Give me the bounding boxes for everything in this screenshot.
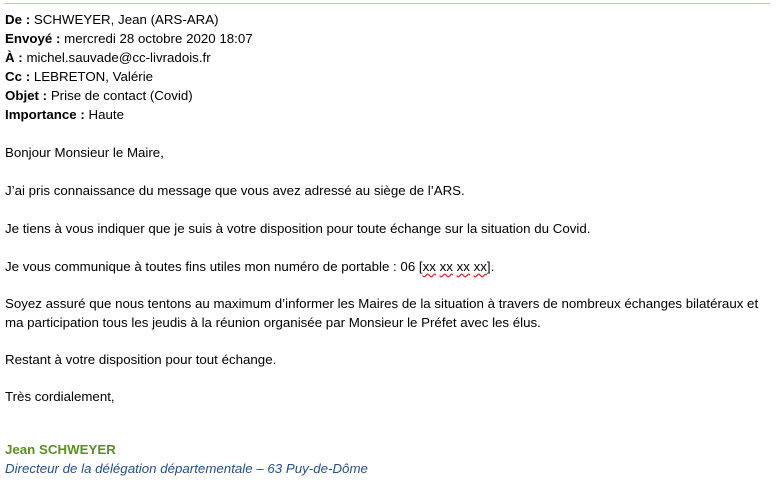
- message-paragraph-5: Restant à votre disposition pour tout échange.: [5, 352, 277, 367]
- header-divider: [4, 3, 770, 4]
- importance-line: [5, 105, 778, 124]
- sent-value: mercredi 28 octobre 2020 18:07: [64, 31, 253, 46]
- redacted-digits-2: xx: [439, 258, 453, 274]
- cc-label: Cc :: [5, 69, 31, 84]
- phone-paragraph: [5, 258, 778, 277]
- sent-label: Envoyé :: [5, 31, 61, 46]
- to-line: [5, 48, 778, 67]
- signature-block: [5, 441, 778, 478]
- email-body: [5, 144, 778, 406]
- email-header: [5, 10, 778, 124]
- closing-paragraph: Très cordialement,: [5, 388, 115, 404]
- from-line: [5, 10, 778, 29]
- sent-line: [5, 29, 778, 48]
- signature-name: Jean SCHWEYER: [5, 442, 116, 457]
- phone-text-before: Je vous communique à toutes fins utiles mon numéro de portable : 06 [: [5, 258, 423, 274]
- cc-line: [5, 67, 778, 86]
- from-value: SCHWEYER, Jean (ARS-ARA): [33, 12, 219, 27]
- subject-value: Prise de contact (Covid): [50, 88, 193, 103]
- cc-value: LEBRETON, Valérie: [33, 69, 154, 84]
- to-label: À :: [5, 50, 23, 65]
- importance-value: Haute: [88, 107, 124, 122]
- redacted-digits-3: xx: [456, 258, 470, 274]
- phone-text-after: ].: [486, 258, 495, 274]
- redacted-digits-1: xx: [422, 258, 436, 274]
- message-paragraph-2: Je tiens à vous indiquer que je suis à votre disposition pour toute échange sur la situation du Covid.: [5, 221, 591, 236]
- subject-label: Objet :: [5, 88, 48, 103]
- email-message: [5, 10, 778, 478]
- redacted-digits-4: xx: [473, 258, 487, 274]
- importance-label: Importance :: [5, 107, 85, 122]
- subject-line: [5, 86, 778, 105]
- message-paragraph-4-line-1: Soyez assuré que nous tentons au maximum d’informer les Maires de la situation à travers de nombreux échanges bilatéraux et: [5, 296, 759, 311]
- from-label: De :: [5, 12, 31, 27]
- message-paragraph-4: [5, 295, 778, 332]
- message-paragraph-1: J’ai pris connaissance du message que vous avez adressé au siège de l’ARS.: [5, 182, 465, 198]
- to-value: michel.sauvade@cc-livradois.fr: [26, 50, 211, 65]
- greeting-paragraph: Bonjour Monsieur le Maire,: [5, 145, 164, 160]
- message-paragraph-4-line-2: ma participation tous les jeudis à la réunion organisée par Monsieur le Préfet avec les élus.: [5, 314, 541, 330]
- signature-title: Directeur de la délégation départementale – 63 Puy-de-Dôme: [5, 461, 368, 476]
